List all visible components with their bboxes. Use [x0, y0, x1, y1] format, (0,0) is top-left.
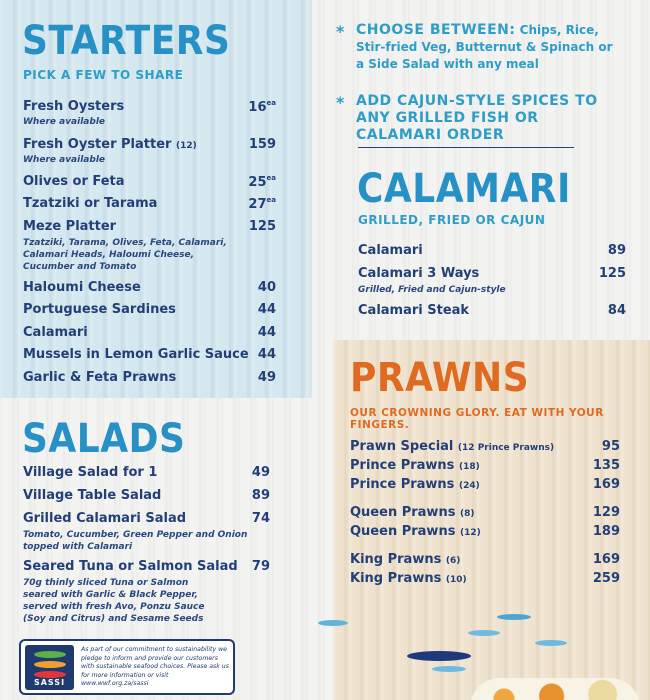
sassi-text: As part of our commitment to sustainability we pledge to inform and provide our customers with sustainable seafood choices. Please ask us for more information or visit www.wwf.org.za/sassi [81, 646, 229, 687]
menu-item-queen-prawns-12: Queen Prawns (12) [350, 524, 481, 539]
fish-icon [407, 651, 471, 661]
menu-item-price: $27^{ea}$ [248, 196, 276, 212]
menu-item-garlic-feta-prawns: Garlic & Feta Prawns [23, 370, 177, 385]
menu-item-price: 125 [598, 266, 626, 281]
menu-item-calamari-steak: Calamari Steak [358, 303, 470, 318]
menu-item-price: 125 [248, 219, 276, 234]
asterisk-icon: * [336, 93, 345, 112]
menu-item-price: $16^{ea}$ [248, 99, 276, 115]
menu-item-price: 49 [257, 370, 276, 385]
menu-item-village-table-salad: Village Table Salad [23, 488, 162, 503]
fish-icon [468, 630, 500, 636]
menu-item-calamari-starter: Calamari [23, 325, 88, 340]
menu-item-oyster-platter: Fresh Oyster Platter (12) [23, 137, 197, 152]
menu-item-price: 49 [251, 465, 270, 480]
menu-item-king-prawns-10: King Prawns (10) [350, 571, 467, 586]
menu-item-price: 129 [592, 505, 620, 520]
menu-item-price: 44 [257, 302, 276, 317]
menu-item-desc: Tzatziki, Tarama, Olives, Feta, Calamari, Calamari Heads, Haloumi Cheese, Cucumber and Tomato [23, 238, 227, 272]
menu-item-desc: Grilled, Fried and Cajun-style [358, 285, 506, 295]
menu-item-price: 84 [607, 303, 626, 318]
note-choose-between: * CHOOSE BETWEEN: Chips, Rice, Stir-fried Veg, Butternut & Spinach or a Side Salad with any meal [336, 22, 613, 71]
starters-title: STARTERS [22, 18, 231, 64]
sassi-logo-text: SASSI [33, 678, 66, 687]
sassi-logo [25, 645, 74, 690]
fish-icon [34, 651, 66, 658]
menu-item-price: 74 [251, 511, 270, 526]
menu-item-price: 135 [592, 458, 620, 473]
menu-item-olives-feta: Olives or Feta [23, 174, 125, 189]
divider [358, 147, 574, 148]
menu-item-price: 89 [607, 243, 626, 258]
menu-item-price: 95 [601, 439, 620, 454]
menu-item-grilled-calamari-salad: Grilled Calamari Salad [23, 511, 187, 526]
fish-icon [535, 640, 567, 646]
menu-item-price: 44 [257, 325, 276, 340]
menu-item-desc: Tomato, Cucumber, Green Pepper and Onion topped with Calamari [23, 530, 248, 552]
fish-icon [497, 614, 531, 620]
menu-item-desc: Where available [23, 117, 106, 127]
fish-icon [34, 661, 66, 668]
menu-item-price: $25^{ea}$ [248, 174, 276, 190]
menu-item-seared-tuna-salad: Seared Tuna or Salmon Salad [23, 559, 238, 574]
calamari-subtitle: GRILLED, FRIED OR CAJUN [358, 213, 546, 227]
salads-title: SALADS [22, 416, 186, 462]
menu-item-desc: Where available [23, 155, 106, 165]
menu-item-price: 169 [592, 477, 620, 492]
fish-icon [432, 666, 466, 672]
note-cajun-spices: * ADD CAJUN-STYLE SPICES TO ANY GRILLED FISH OR CALAMARI ORDER [336, 93, 598, 143]
menu-item-prawn-special: Prawn Special (12 Prince Prawns) [350, 439, 555, 454]
menu-item-calamari: Calamari [358, 243, 423, 258]
menu-item-price: 40 [257, 280, 276, 295]
starters-subtitle: PICK A FEW TO SHARE [23, 68, 184, 82]
menu-item-fresh-oysters: Fresh Oysters [23, 99, 125, 114]
prawns-title: PRAWNS [350, 355, 530, 401]
prawns-subtitle: OUR CROWNING GLORY. EAT WITH YOUR FINGERS. [350, 407, 604, 431]
menu-item-tzatziki-tarama: Tzatziki or Tarama [23, 196, 158, 211]
menu-item-price: 169 [592, 552, 620, 567]
fish-icon [34, 671, 66, 678]
menu-item-price: 44 [257, 347, 276, 362]
menu-item-prince-prawns-18: Prince Prawns (18) [350, 458, 480, 473]
menu-item-sardines: Portuguese Sardines [23, 302, 176, 317]
menu-item-haloumi: Haloumi Cheese [23, 280, 141, 295]
asterisk-icon: * [336, 22, 345, 41]
menu-item-price: 159 [248, 137, 276, 152]
menu-item-queen-prawns-8: Queen Prawns (8) [350, 505, 475, 520]
menu-item-village-salad: Village Salad for 1 [23, 465, 158, 480]
menu-item-mussels: Mussels in Lemon Garlic Sauce [23, 347, 249, 362]
menu-item-desc: 70g thinly sliced Tuna or Salmon seared with Garlic & Black Pepper, served with fresh Avo, Ponzu Sauce (Soy and Citrus) and Sesame Seeds [23, 578, 205, 624]
menu-item-price: 89 [251, 488, 270, 503]
menu-item-price: 259 [592, 571, 620, 586]
menu-item-price: 189 [592, 524, 620, 539]
calamari-title: CALAMARI [357, 166, 571, 212]
food-photo [470, 678, 640, 700]
menu-item-prince-prawns-24: Prince Prawns (24) [350, 477, 480, 492]
menu-item-king-prawns-6: King Prawns (6) [350, 552, 461, 567]
menu-item-calamari-3-ways: Calamari 3 Ways [358, 266, 480, 281]
sassi-notice [19, 639, 235, 695]
menu-item-price: 79 [251, 559, 270, 574]
menu-item-meze-platter: Meze Platter [23, 219, 117, 234]
fish-icon [318, 620, 348, 626]
